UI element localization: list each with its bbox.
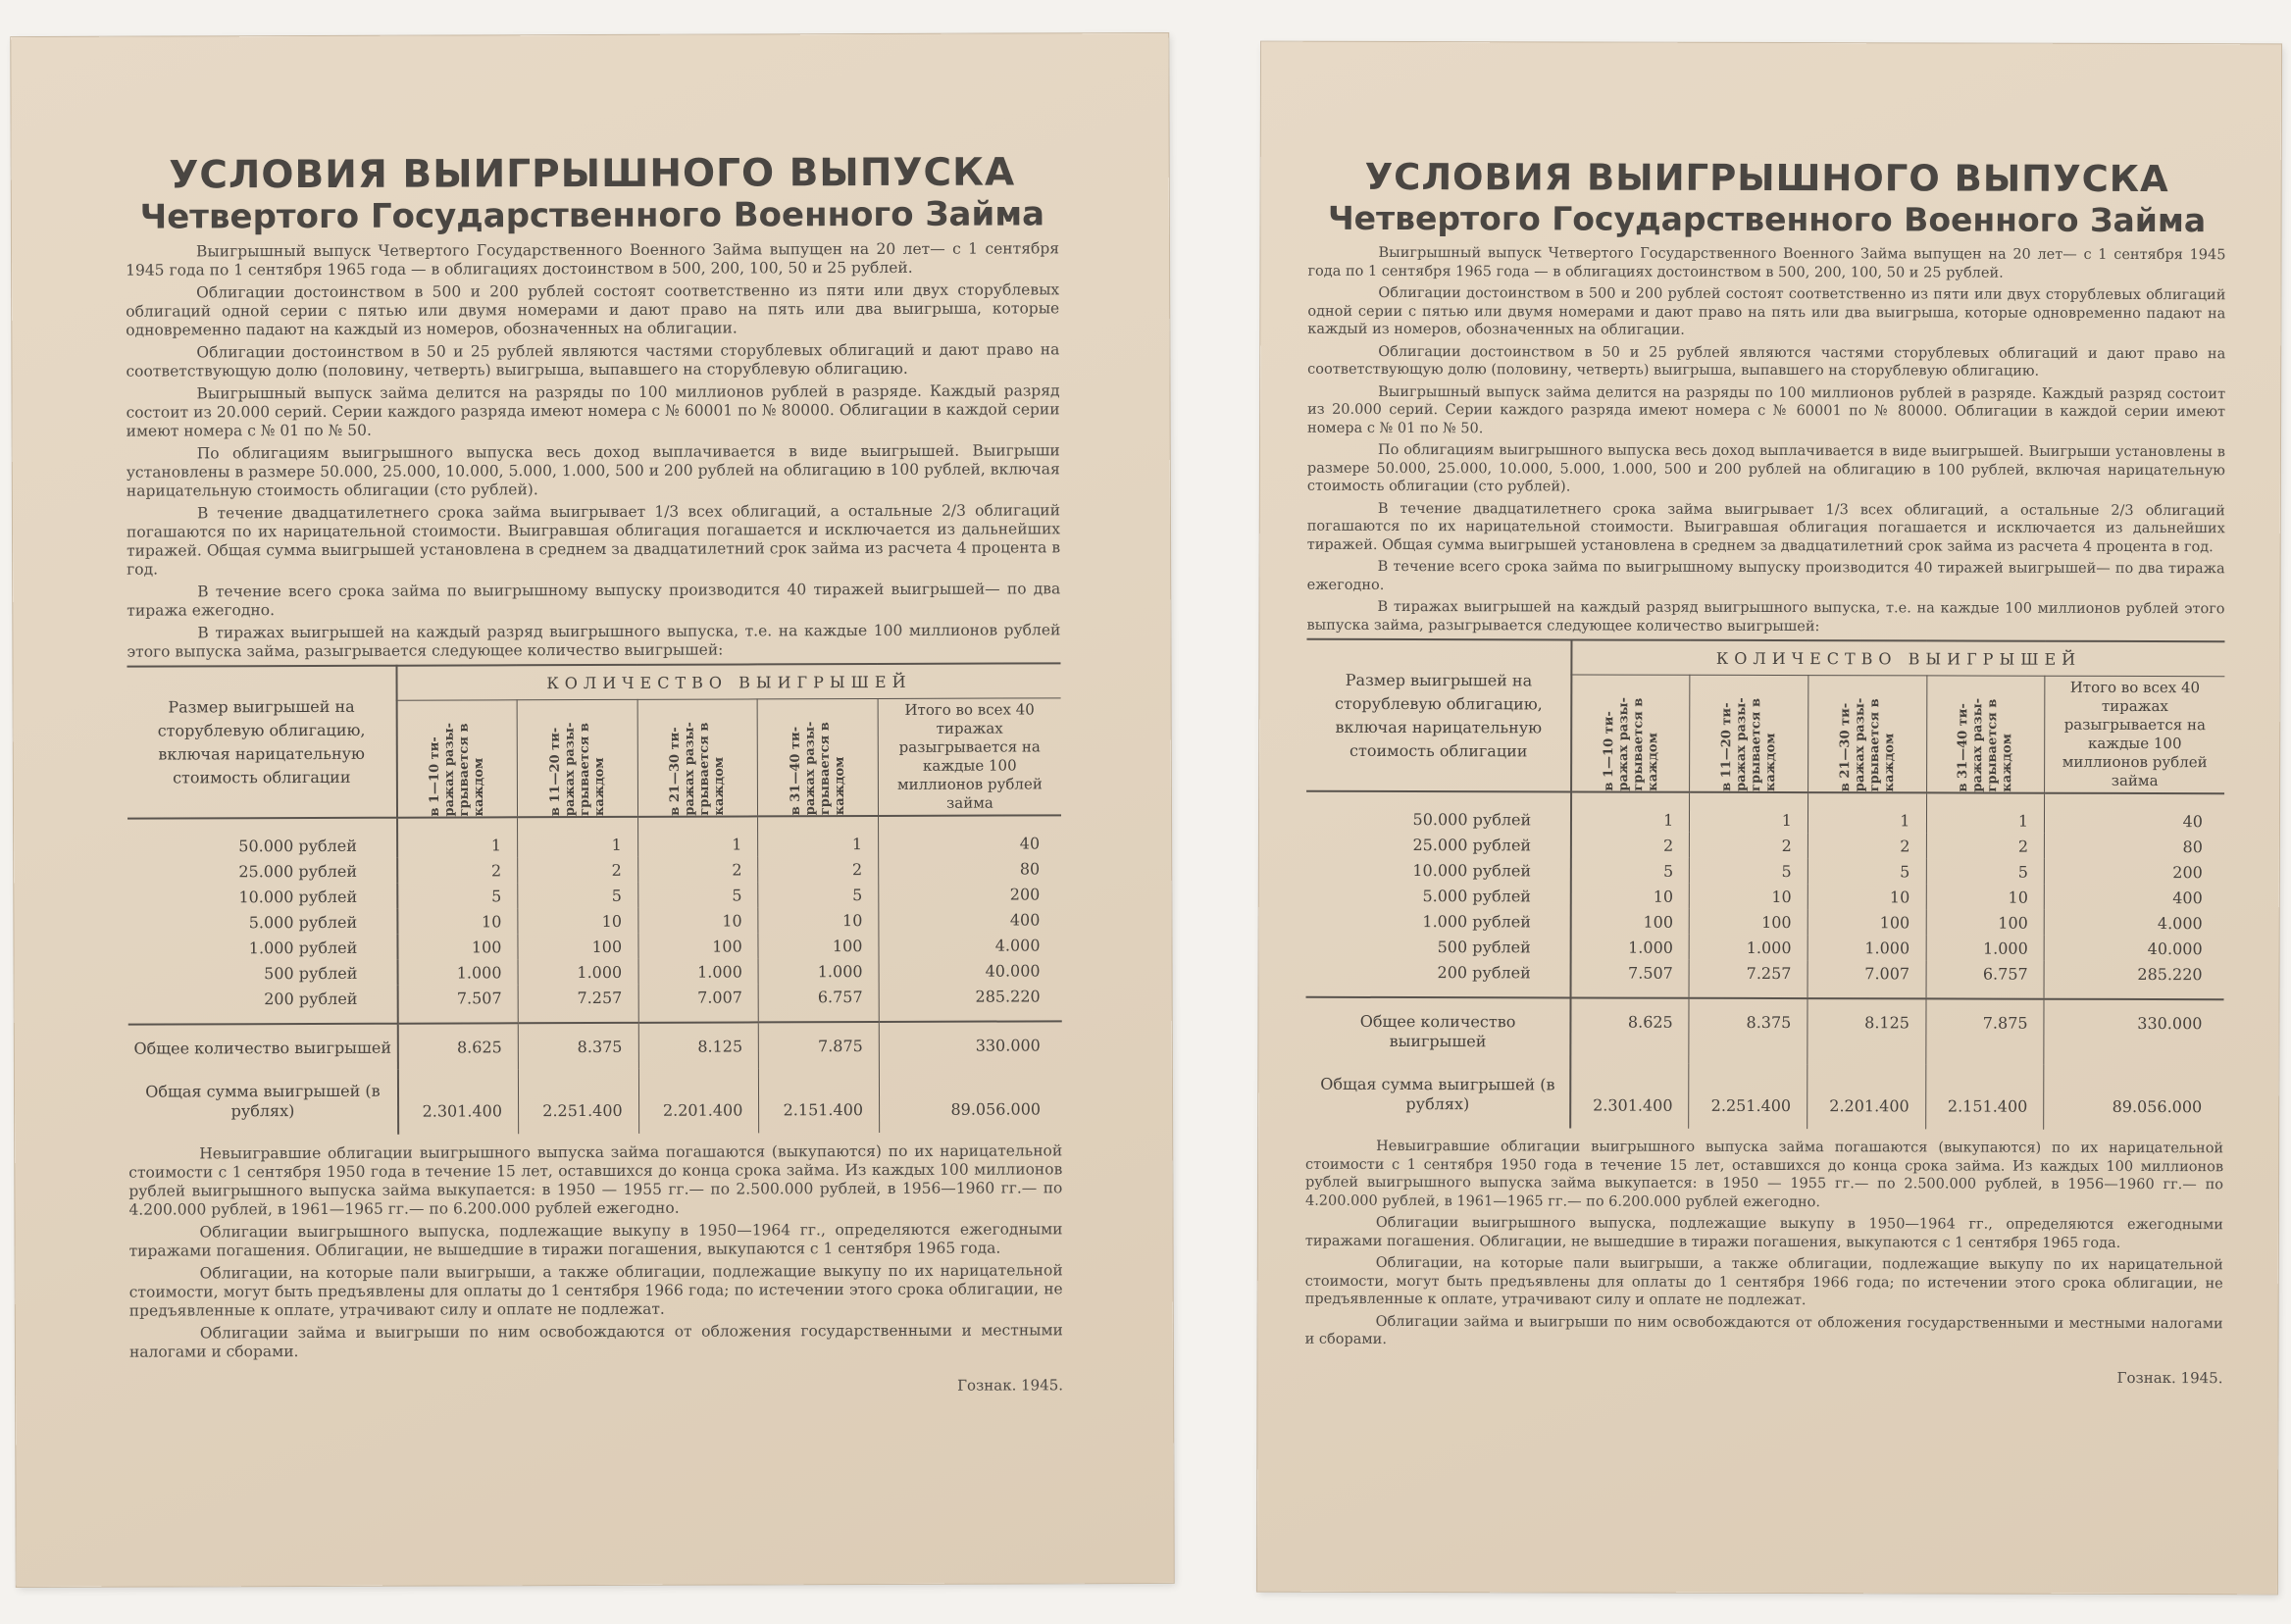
paragraph: В течение двадцатилетнего срока займа выигрывает 1/3 всех облигаций, а остальные 2/3 облигаций погашаются по их нарицательной стоимости. Выигравшая облигация погашается и исключается из дальнейших тиражей. Общая сумма выигрышей установлена в среднем за двадцатилетний срок займа из расчета 4 процента в год.: [1306, 500, 2225, 555]
document-title: УСЛОВИЯ ВЫИГРЫШНОГО ВЫПУСКА: [169, 150, 1016, 198]
table-row: 5.000 рублей 10 10 10 10 400: [127, 906, 1061, 935]
table-row: 10.000 рублей 5 5 5 5 200: [127, 881, 1061, 909]
table-row: 1.000 рублей 100 100 100 100 4.000: [127, 932, 1061, 960]
table-row: 500 рублей 1.000 1.000 1.000 1.000 40.000: [1306, 934, 2224, 961]
total-header: Итого во всех 40 тиражах разыгрывается на каждые 100 миллионов рублей займа: [2045, 676, 2225, 793]
paragraph: Выигрышный выпуск Четвертого Государственного Военного Займа выпущен на 20 лет— с 1 сентября 1945 года по 1 сентября 1965 года — в облигациях достоинством в 500, 200, 100, 50 и 25 рублей.: [126, 239, 1060, 279]
paragraph: Облигации, на которые пали выигрыши, а также облигации, подлежащие выкупу по их нарицательной стоимости, могут быть предъявлены для оплаты до 1 сентября 1966 года; по истечении этого срока облигации, не предъявленные к оплате, утрачивают силу и оплате не подлежат.: [1304, 1254, 2223, 1309]
winnings-table: [1305, 638, 2224, 1130]
paragraph: Облигации, на которые пали выигрыши, а также облигации, подлежащие выкупу по их нарицательной стоимости, могут быть предъявлены для оплаты до 1 сентября 1966 года; по истечении этого срока облигации, не предъявленные к оплате, утрачивают силу и оплате не подлежат.: [128, 1261, 1063, 1320]
footer-section: [1304, 1138, 2223, 1387]
table-row: 25.000 рублей 2 2 2 2 80: [1306, 832, 2224, 859]
paragraph: Облигации достоинством в 50 и 25 рублей являются частями сторублевых облигаций и дают право на соответствующую долю (половину, четверть) выигрыша, выпавшего на сторублевую облигацию.: [1307, 343, 2226, 380]
paragraph: Невыигравшие облигации выигрышного выпуска займа погашаются (выкупаются) по их нарицательной стоимости с 1 сентября 1950 года в течение 15 лет, оставшихся до конца срока займа. Из каждых 100 миллионов рублей выигрышного выпуска займа выкупается: в 1950 — 1955 гг.— по 2.500.000 рублей, в 1956—1960 гг.— по 4.200.000 рублей, в 1961—1965 гг.— по 6.200.000 рублей ежегодно.: [128, 1142, 1063, 1219]
table-row: 25.000 рублей 2 2 2 2 80: [127, 855, 1061, 884]
paragraph: По облигациям выигрышного выпуска весь доход выплачивается в виде выигрышей. Выигрыши установлены в размере 50.000, 25.000, 10.000, 5.000, 1.000, 500 и 200 рублей на облигацию в 100 рублей, включая нарицательную стоимость облигации (сто рублей).: [1306, 441, 2225, 495]
paragraph: В тиражах выигрышей на каждый разряд выигрышного выпуска, т.е. на каждые 100 миллионов рублей этого выпуска займа, разыгрывается следующее количество выигрышей:: [127, 621, 1061, 661]
paragraph: Облигации достоинством в 500 и 200 рублей состоят соответственно из пяти или двух сторублевых облигаций одной серии с пятью или двумя номерами и дают право на пять или два выигрыша, которые одновременно падают на каждый из номеров, обозначенных на облигации.: [126, 280, 1060, 339]
range-header: в 11—20 ти-ражах разы-грывается в каждом: [1690, 675, 1808, 792]
document-subtitle: Четвертого Государственного Военного Займа: [1327, 198, 2207, 240]
document-title: УСЛОВИЯ ВЫИГРЫШНОГО ВЫПУСКА: [1364, 155, 2169, 201]
sheet-content: [11, 33, 1173, 1397]
paragraph: В течение всего срока займа по выигрышному выпуску производится 40 тиражей выигрышей— по два тиража ежегодно.: [127, 580, 1061, 620]
table-row: 1.000 рублей 100 100 100 100 4.000: [1306, 908, 2224, 936]
range-header: в 21—30 ти-ражах разы-грывается в каждом: [1807, 676, 1926, 793]
paragraph: Облигации достоинством в 500 и 200 рублей состоят соответственно из пяти или двух сторублевых облигаций одной серии с пятью или двумя номерами и дают право на пять или два выигрыша, которые одновременно падают на каждый из номеров, обозначенных на облигации.: [1307, 284, 2226, 338]
paragraph: По облигациям выигрышного выпуска весь доход выплачивается в виде выигрышей. Выигрыши установлены в размере 50.000, 25.000, 10.000, 5.000, 1.000, 500 и 200 рублей на облигацию в 100 рублей, включая нарицательную стоимость облигации (сто рублей).: [126, 441, 1060, 500]
document-subtitle: Четвертого Государственного Военного Займа: [139, 194, 1045, 237]
footer-section: [128, 1142, 1063, 1396]
table-row: 10.000 рублей 5 5 5 5 200: [1306, 857, 2224, 885]
count-group-header: КОЛИЧЕСТВО ВЫИГРЫШЕЙ: [1572, 639, 2225, 676]
paragraph: В тиражах выигрышей на каждый разряд выигрышного выпуска, т.е. на каждые 100 миллионов рублей этого выпуска займа, разыгрывается следующее количество выигрышей:: [1306, 598, 2225, 634]
range-header: в 1—10 ти-ражах разы-грывается в каждом: [1571, 675, 1690, 792]
size-column-header: Размер выигрышей на сторублевую облигацию, включая нарицательную стоимость облигации: [127, 666, 396, 819]
paragraph: Выигрышный выпуск займа делится на разряды по 100 миллионов рублей в разряде. Каждый разряд состоит из 20.000 серий. Серии каждого разряда имеют номера с № 60001 по № 80000. Облигации в каждой серии имеют номера с № 01 по № 50.: [126, 381, 1060, 440]
imprint: Гознак. 1945.: [2116, 1368, 2223, 1387]
total-header: Итого во всех 40 тиражах разыгрывается на каждые 100 миллионов рублей займа: [878, 698, 1061, 816]
count-group-header: КОЛИЧЕСТВО ВЫИГРЫШЕЙ: [396, 663, 1060, 700]
paragraph: Облигации выигрышного выпуска, подлежащие выкупу в 1950—1964 гг., определяются ежегодными тиражами погашения. Облигации, не вышедшие в тиражи погашения, выкупаются с 1 сентября 1965 года.: [1304, 1214, 2223, 1251]
document-sheet-left: [11, 33, 1174, 1587]
table-row: 5.000 рублей 10 10 10 10 400: [1306, 883, 2224, 910]
table-row: 200 рублей 7.507 7.257 7.007 6.757 285.220: [1306, 959, 2224, 999]
range-header: в 1—10 ти-ражах разы-грывается в каждом: [396, 700, 517, 818]
winnings-table: [127, 662, 1062, 1135]
range-header: в 21—30 ти-ражах разы-грывается в каждом: [637, 699, 758, 817]
range-header: в 31—40 ти-ражах разы-грывается в каждом: [757, 698, 878, 816]
paragraph: Облигации достоинством в 50 и 25 рублей являются частями сторублевых облигаций и дают право на соответствующую долю (половину, четверть) выигрыша, выпавшего на сторублевую облигацию.: [126, 340, 1060, 381]
paragraph: Облигации выигрышного выпуска, подлежащие выкупу в 1950—1964 гг., определяются ежегодными тиражами погашения. Облигации, не вышедшие в тиражи погашения, выкупаются с 1 сентября 1965 года.: [128, 1220, 1063, 1260]
sheet-content: [1257, 42, 2281, 1387]
paragraph: Выигрышный выпуск займа делится на разряды по 100 миллионов рублей в разряде. Каждый разряд состоит из 20.000 серий. Серии каждого разряда имеют номера с № 60001 по № 80000. Облигации в каждой серии имеют номера с № 01 по № 50.: [1307, 383, 2226, 436]
summary-sum-row: Общая сумма выигрышей (в рублях) 2.301.400 2.251.400 2.201.400 2.151.400 89.056.000: [1305, 1063, 2223, 1130]
table-row: 50.000 рублей 1 1 1 1 40: [1306, 791, 2224, 834]
paragraph: Облигации займа и выигрыши по ним освобождаются от обложения государственными и местными налогами и сборами.: [128, 1321, 1063, 1361]
table-row: 500 рублей 1.000 1.000 1.000 1.000 40.000: [128, 957, 1062, 986]
summary-count-row: Общее количество выигрышей 8.625 8.375 8.125 7.875 330.000: [128, 1021, 1062, 1070]
table-row: 50.000 рублей 1 1 1 1 40: [127, 815, 1061, 858]
size-column-header: Размер выигрышей на сторублевую облигацию, включая нарицательную стоимость облигации: [1306, 639, 1572, 792]
range-header: в 31—40 ти-ражах разы-грывается в каждом: [1926, 676, 2045, 793]
range-header: в 11—20 ти-ражах разы-грывается в каждом: [517, 699, 637, 817]
document-sheet-right: [1257, 42, 2281, 1595]
summary-count-row: Общее количество выигрышей 8.625 8.375 8.125 7.875 330.000: [1305, 997, 2223, 1065]
table-row: 200 рублей 7.507 7.257 7.007 6.757 285.220: [128, 983, 1062, 1024]
summary-sum-row: Общая сумма выигрышей (в рублях) 2.301.400 2.251.400 2.201.400 2.151.400 89.056.000: [128, 1067, 1062, 1135]
paragraph: Облигации займа и выигрыши по ним освобождаются от обложения государственными и местными налогами и сборами.: [1304, 1313, 2223, 1347]
paragraph: Невыигравшие облигации выигрышного выпуска займа погашаются (выкупаются) по их нарицательной стоимости с 1 сентября 1950 года в течение 15 лет, оставшихся до конца срока займа. Из каждых 100 миллионов рублей выигрышного выпуска займа выкупается: в 1950 — 1955 гг.— по 2.500.000 рублей, в 1956—1960 гг.— по 4.200.000 рублей, в 1961—1965 гг.— по 6.200.000 рублей ежегодно.: [1304, 1138, 2224, 1210]
paragraph: В течение всего срока займа по выигрышному выпуску производится 40 тиражей выигрышей— по два тиража ежегодно.: [1306, 558, 2225, 593]
paragraph: Выигрышный выпуск Четвертого Государственного Военного Займа выпущен на 20 лет— с 1 сентября 1945 года по 1 сентября 1965 года — в облигациях достоинством в 500, 200, 100, 50 и 25 рублей.: [1307, 244, 2226, 281]
paragraph: В течение двадцатилетнего срока займа выигрывает 1/3 всех облигаций, а остальные 2/3 облигаций погашаются по их нарицательной стоимости. Выигравшая облигация погашается и исключается из дальнейших тиражей. Общая сумма выигрышей установлена в среднем за двадцатилетний срок займа из расчета 4 процента в год.: [126, 501, 1061, 579]
imprint: Гознак. 1945.: [957, 1376, 1064, 1395]
